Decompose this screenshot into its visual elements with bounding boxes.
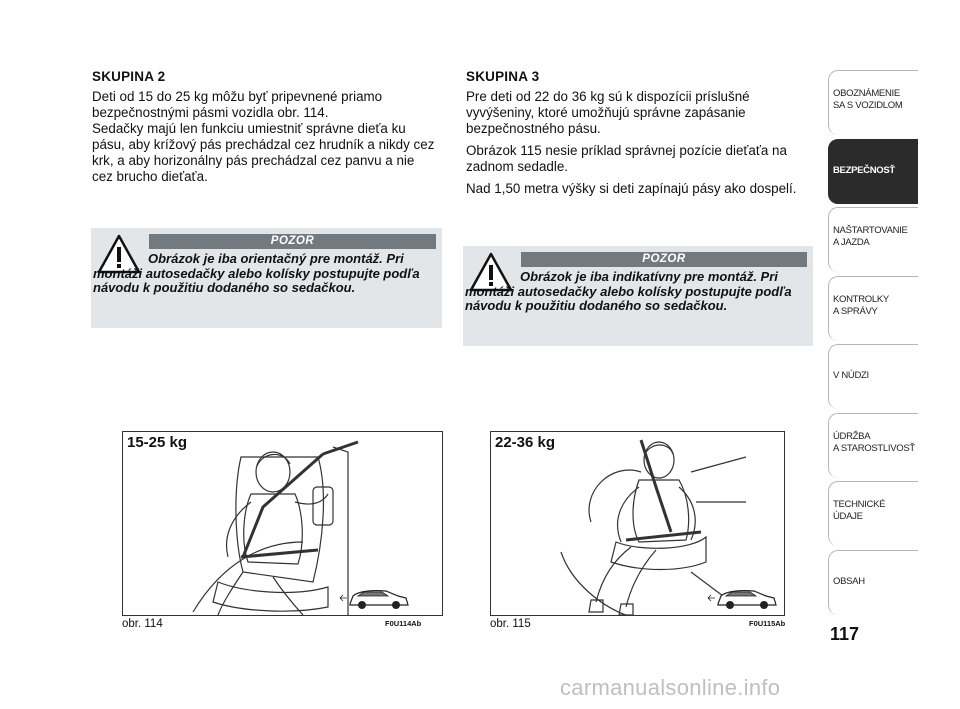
left-column bbox=[92, 69, 437, 191]
child-rear-seat-illustration bbox=[491, 432, 785, 616]
tab-obsah[interactable]: OBSAH bbox=[828, 550, 918, 615]
paragraph: Obrázok 115 nesie príklad správnej pozície dieťaťa na zadnom sedadle. bbox=[466, 143, 787, 174]
tab-udrzba[interactable]: ÚDRŽBA A STAROSTLIVOSŤ bbox=[828, 413, 918, 478]
tab-kontrolky[interactable]: KONTROLKY A SPRÁVY bbox=[828, 276, 918, 341]
tab-v-nudzi[interactable]: V NÚDZI bbox=[828, 344, 918, 409]
paragraph: Nad 1,50 metra výšky si deti zapínajú pásy ako dospelí. bbox=[466, 181, 797, 196]
warning-title: POZOR bbox=[149, 234, 436, 249]
figure-caption: obr. 114 bbox=[122, 618, 163, 630]
section-heading-group3: SKUPINA 3 bbox=[466, 69, 540, 84]
car-rear-icon bbox=[340, 591, 408, 609]
weight-label: 22-36 kg bbox=[495, 434, 556, 451]
figure-code: F0U115Ab bbox=[749, 619, 786, 628]
right-column bbox=[466, 69, 811, 203]
weight-label: 15-25 kg bbox=[127, 434, 188, 451]
warning-box bbox=[463, 246, 813, 346]
paragraph: Deti od 15 do 25 kg môžu byť pripevnené priamo bezpečnostnými pásmi vozidla obr. 114. bbox=[92, 89, 383, 120]
figure-115 bbox=[490, 431, 785, 616]
car-rear-icon bbox=[708, 591, 776, 609]
section-heading-group2: SKUPINA 2 bbox=[92, 69, 166, 84]
figure-code: F0U114Ab bbox=[385, 619, 422, 628]
tab-bezpecnost[interactable]: BEZPEČNOSŤ bbox=[828, 139, 918, 204]
watermark: carmanualsonline.info bbox=[560, 675, 781, 700]
page-number: 117 bbox=[830, 624, 860, 644]
figure-caption: obr. 115 bbox=[490, 618, 531, 630]
chapter-tabs bbox=[828, 70, 918, 618]
tab-technicke[interactable]: TECHNICKÉ ÚDAJE bbox=[828, 481, 918, 546]
warning-title: POZOR bbox=[521, 252, 807, 267]
warning-box bbox=[91, 228, 442, 328]
child-booster-seat-illustration bbox=[123, 432, 443, 616]
warning-text: Obrázok je iba orientačný pre montáž. Pri montáži autosedačky alebo kolísky postupujte podľa návodu k použitiu dodaného so sedačkou. bbox=[93, 251, 420, 295]
figure-114 bbox=[122, 431, 443, 616]
warning-text: Obrázok je iba indikatívny pre montáž. Pri montáži autosedačky alebo kolísky postupujte podľa návodu k použitiu dodaného so sedačkou. bbox=[465, 269, 792, 313]
tab-oboznamenie[interactable]: OBOZNÁMENIE SA S VOZIDLOM bbox=[828, 70, 918, 135]
tab-nastartovanie[interactable]: NAŠTARTOVANIE A JAZDA bbox=[828, 207, 918, 272]
paragraph: Pre deti od 22 do 36 kg sú k dispozícii príslušné vyvýšeniny, ktoré umožňujú správne zapásanie bezpečnostného pásu. bbox=[466, 89, 750, 136]
paragraph: Sedačky majú len funkciu umiestniť správne dieťa ku pásu, aby krížový pás prechádzal cez hrudník a nikdy cez krk, a aby horizonálny pás prechádzal cez panvu a nie cez brucho dieťaťa. bbox=[92, 121, 435, 184]
